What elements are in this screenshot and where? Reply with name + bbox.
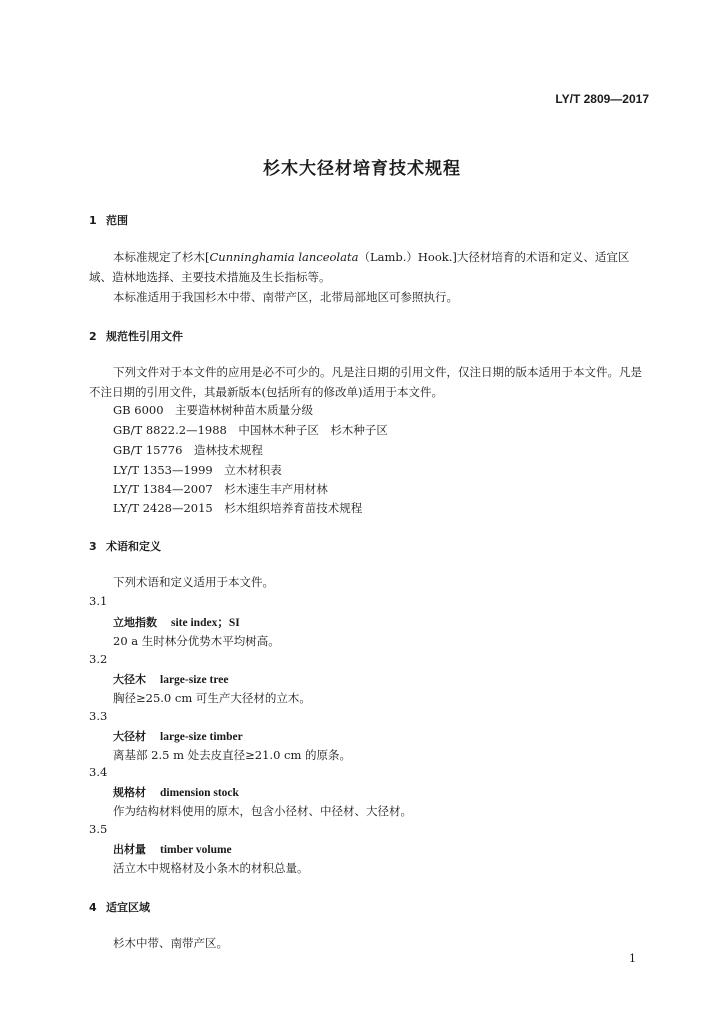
scope-paragraph-2: 本标准适用于我国杉木中带、南带产区，北带局部地区可参照执行。 [113, 290, 458, 304]
section-number: 2 [89, 330, 97, 343]
reference-item: LY/T 1353—1999 立木材积表 [113, 463, 282, 477]
section-title: 术语和定义 [106, 540, 161, 553]
term-english: large-size tree [160, 674, 229, 686]
term-number: 3.2 [89, 652, 108, 666]
term-heading [113, 728, 243, 744]
term-english: site index；SI [171, 617, 240, 629]
term-heading [113, 784, 239, 800]
standard-code: LY/T 2809—2017 [555, 92, 649, 106]
reference-item: LY/T 1384—2007 杉木速生丰产用材林 [113, 482, 328, 496]
section-2-body [89, 362, 649, 402]
term-english: timber volume [160, 844, 232, 856]
section-1-body [89, 247, 649, 307]
suitable-region-text: 杉木中带、南带产区。 [113, 936, 228, 950]
term-definition: 作为结构材料使用的原木，包含小径材、中径材、大径材。 [113, 804, 412, 818]
term-english: large-size timber [160, 731, 243, 743]
page-number: 1 [629, 952, 636, 965]
term-definition: 胸径≥25.0 cm 可生产大径材的立木。 [113, 691, 311, 705]
scope-text-b: （Lamb.）Hook.]大径材培育的术语和定义、适宜区域、造林地选择、主要技术措施及生长指标等。 [89, 250, 630, 284]
scope-paragraph-1 [89, 247, 649, 287]
term-number: 3.5 [89, 822, 108, 836]
term-chinese: 立地指数 [113, 616, 157, 629]
terms-intro: 下列术语和定义适用于本文件。 [113, 575, 274, 589]
reference-item: GB 6000 主要造林树种苗木质量分级 [113, 403, 314, 417]
term-heading [113, 841, 232, 857]
term-number: 3.3 [89, 709, 108, 723]
term-heading [113, 614, 240, 630]
section-3-heading [89, 538, 161, 554]
term-chinese: 大径木 [113, 673, 146, 686]
section-title: 适宜区域 [106, 901, 150, 914]
term-number: 3.1 [89, 594, 108, 608]
species-latin-name: Cunninghamia lanceolata [209, 250, 359, 264]
term-chinese: 规格材 [113, 786, 146, 799]
section-title: 规范性引用文件 [106, 330, 183, 343]
term-definition: 离基部 2.5 m 处去皮直径≥21.0 cm 的原条。 [113, 748, 352, 762]
section-title: 范围 [106, 214, 128, 227]
section-number: 4 [89, 901, 97, 914]
section-2-heading [89, 328, 183, 344]
term-english: dimension stock [160, 787, 239, 799]
term-definition: 活立木中规格材及小条木的材积总量。 [113, 861, 309, 875]
document-title: 杉木大径材培育技术规程 [263, 159, 461, 179]
section-4-heading [89, 899, 150, 915]
term-chinese: 大径材 [113, 730, 146, 743]
section-number: 1 [89, 214, 97, 227]
reference-item: LY/T 2428—2015 杉木组织培养育苗技术规程 [113, 501, 363, 515]
term-definition: 20 a 生时林分优势木平均树高。 [113, 634, 280, 648]
term-chinese: 出材量 [113, 843, 146, 856]
section-1-heading [89, 212, 128, 228]
scope-text-a: 本标准规定了杉木[ [113, 250, 210, 264]
section-number: 3 [89, 540, 97, 553]
references-intro: 下列文件对于本文件的应用是必不可少的。凡是注日期的引用文件，仅注日期的版本适用于本文件。凡是不注日期的引用文件，其最新版本(包括所有的修改单)适用于本文件。 [89, 365, 642, 399]
reference-item: GB/T 15776 造林技术规程 [113, 443, 263, 457]
term-number: 3.4 [89, 765, 108, 779]
term-heading [113, 671, 228, 687]
reference-item: GB/T 8822.2—1988 中国林木种子区 杉木种子区 [113, 423, 388, 437]
